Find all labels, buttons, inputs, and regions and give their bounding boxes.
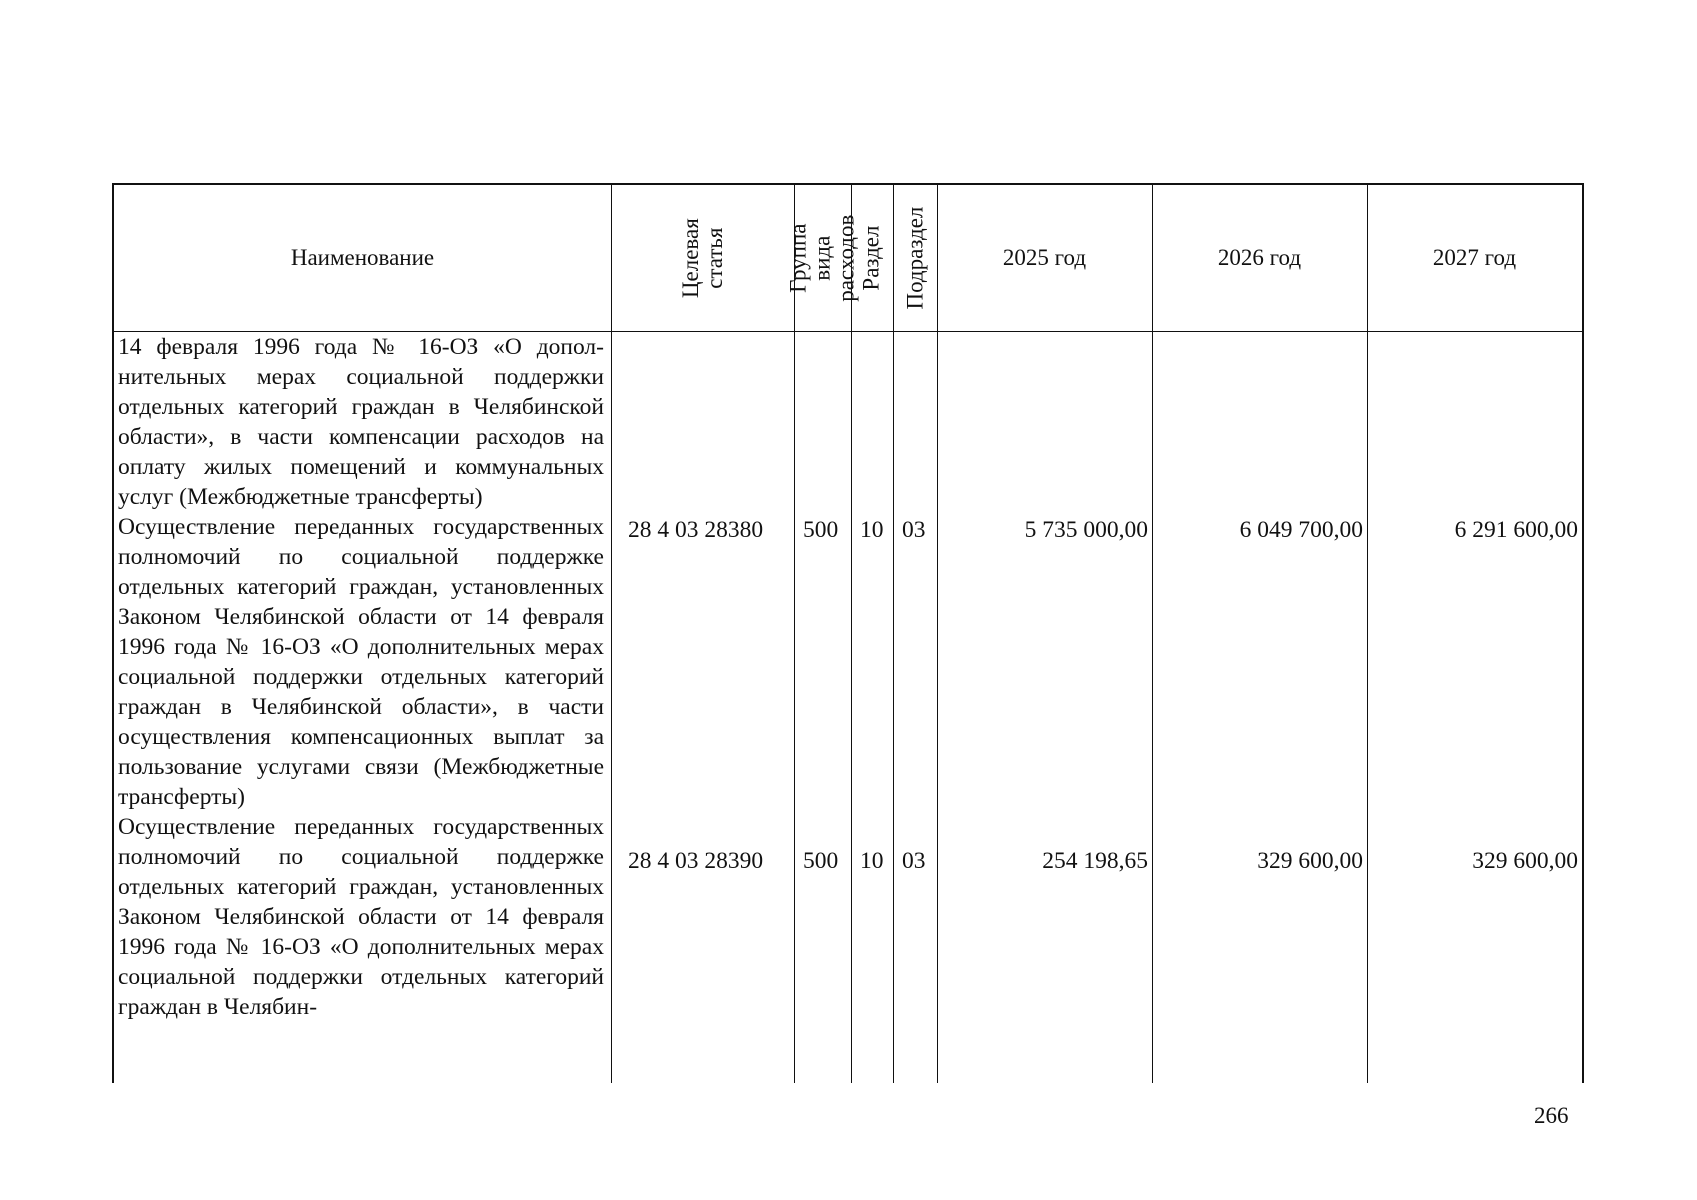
row-1-section: 10	[860, 517, 884, 543]
row-1-name: 14 февраля 1996 года № 16-ОЗ «О дополнительных мерах социальной поддержки отдельных категорий граждан в Челябинской области», в части компенсации расходов на оплату жилых помещений и коммунальных услуг (Межбюджетные трансферты)	[118, 334, 604, 510]
budget-table	[112, 183, 1584, 1083]
header-subsection	[893, 185, 937, 331]
row-2-section: 10	[860, 848, 884, 874]
header-2027-label: 2027 год	[1432, 245, 1517, 270]
header-2025	[937, 185, 1152, 331]
name-column	[118, 332, 604, 1022]
header-2025-label: 2025 год	[1002, 245, 1087, 270]
header-target-label: Целевая статья	[677, 218, 727, 298]
row-1-2026: 6 049 700,00	[1239, 517, 1363, 543]
header-2026-label: 2026 год	[1217, 245, 1302, 270]
page-number: 266	[1534, 1103, 1569, 1128]
row-2-2027: 329 600,00	[1472, 848, 1578, 874]
row-2-2026: 329 600,00	[1257, 848, 1363, 874]
header-name-label: Наименование	[290, 245, 435, 270]
row-1-2027: 6 291 600,00	[1454, 517, 1578, 543]
header-subsection-label: Подраздел	[901, 206, 927, 310]
header-2027	[1367, 185, 1582, 331]
header-section	[851, 185, 893, 331]
row-1-subsection: 03	[902, 517, 926, 543]
row-2-2025: 254 198,65	[1042, 848, 1148, 874]
header-section-label: Раздел	[858, 225, 884, 291]
header-name	[114, 185, 611, 331]
header-group	[785, 185, 859, 331]
row-2-subsection: 03	[902, 848, 926, 874]
row-1-2025: 5 735 000,00	[1024, 517, 1148, 543]
row-1-group: 500	[803, 517, 839, 543]
row-2-target: 28 4 03 28390	[628, 848, 764, 874]
row-2-name: Осуществление переданных государственных полномочий по социальной поддержке отдельных категорий граждан, установленных Законом Челябинской области от 14 февраля 1996 года № 16-ОЗ «О дополнительных мерах социальной поддержки отдельных категорий граждан в Челябинской области», в части осуществления компенсационных выплат за пользование услугами связи (Межбюджетные трансферты)	[118, 514, 604, 810]
header-2026	[1152, 185, 1367, 331]
row-3-name: Осуществление переданных государственных полномочий по социальной поддержке отдельных категорий граждан, установленных Законом Челябинской области от 14 февраля 1996 года № 16-ОЗ «О дополнительных мерах социальной поддержки отдельных категорий граждан в Челябин-	[118, 814, 604, 1020]
header-target	[611, 185, 794, 331]
row-1-target: 28 4 03 28380	[628, 517, 764, 543]
header-group-label: Группа вида расходов	[785, 214, 859, 302]
row-2-group: 500	[803, 848, 839, 874]
